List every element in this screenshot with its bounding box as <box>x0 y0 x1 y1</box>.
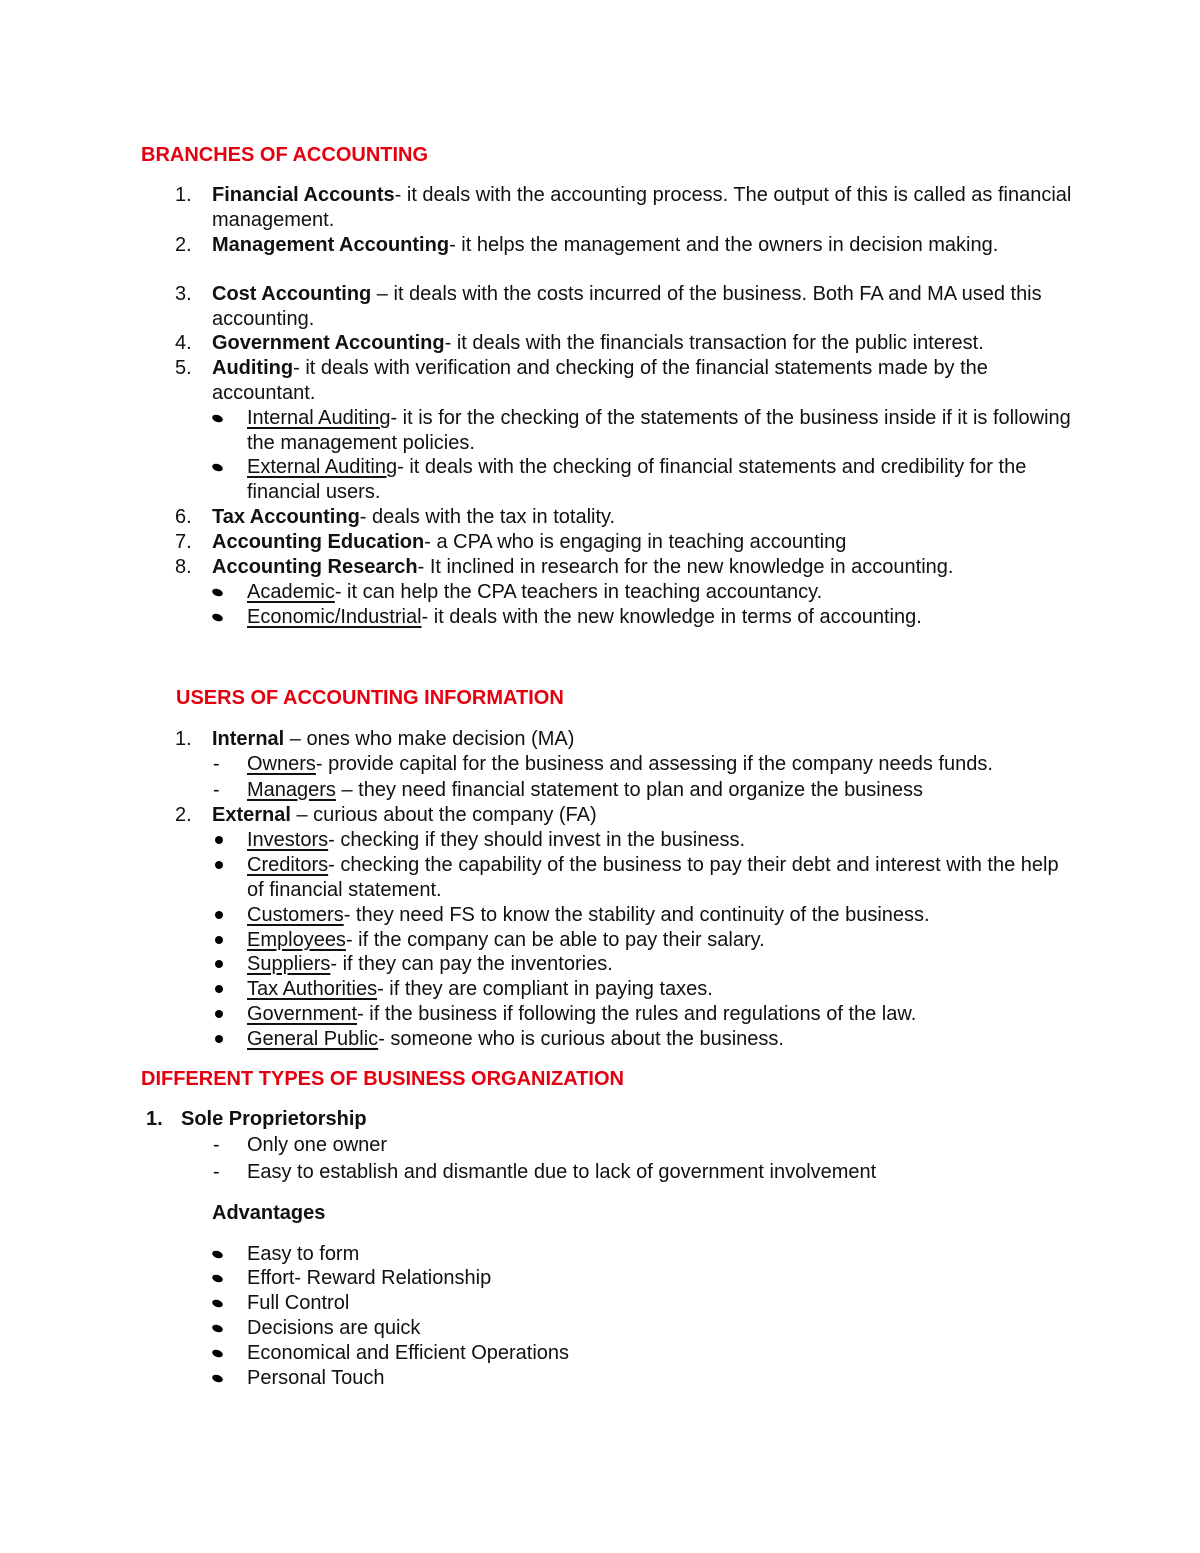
description: - someone who is curious about the business. <box>378 1028 784 1050</box>
list-number: 3. <box>175 283 192 305</box>
separator: - <box>394 184 402 206</box>
list-item <box>175 505 1072 530</box>
list-number: 8. <box>175 556 192 578</box>
description: a CPA who is engaging in teaching accounting <box>430 531 847 553</box>
description: – curious about the company (FA) <box>290 804 597 826</box>
sub-list-item <box>247 1316 1077 1341</box>
sub-list-item <box>213 778 1077 803</box>
description: Decisions are quick <box>247 1317 421 1339</box>
list-item <box>175 183 1072 233</box>
description: - provide capital for the business and assessing if the company needs funds. <box>315 753 993 775</box>
bullet-icon <box>211 1298 224 1308</box>
sub-list-item <box>247 1291 1077 1316</box>
description: Easy to form <box>247 1243 360 1265</box>
term: Accounting Research <box>212 556 418 578</box>
term: Internal Auditing <box>247 407 391 429</box>
sub-list-item <box>213 752 1077 777</box>
term: External Auditing <box>247 456 398 478</box>
description: Effort- Reward Relationship <box>247 1267 492 1289</box>
bullet-icon <box>211 587 224 597</box>
description: it deals with the financials transaction for the public interest. <box>451 332 984 354</box>
description: - it is for the checking of the statements of the business inside if it is following the management policies. <box>247 407 1071 454</box>
list-number: 2. <box>175 804 192 826</box>
description: – ones who make decision (MA) <box>284 728 575 750</box>
description: - if they are compliant in paying taxes. <box>377 978 713 1000</box>
term: Owners <box>247 753 316 775</box>
bullet-icon <box>211 1348 224 1358</box>
list-item <box>175 282 1072 332</box>
term: Government <box>247 1003 358 1025</box>
sub-list-item <box>247 455 1077 505</box>
description: - if the business if following the rules and regulations of the law. <box>357 1003 917 1025</box>
dash-marker: - <box>213 1161 220 1183</box>
description: - it deals with the new knowledge in terms of accounting. <box>421 606 922 628</box>
sub-list-item <box>247 406 1077 456</box>
description: it deals with verification and checking of the financial statements made by the accountant. <box>212 357 988 404</box>
description: - it deals with the checking of financial statements and credibility for the financial users. <box>247 456 1027 503</box>
term: Sole Proprietorship <box>181 1108 367 1130</box>
sub-list-item <box>247 1242 1077 1267</box>
description: deals with the tax in totality. <box>366 506 616 528</box>
term: Suppliers <box>247 953 331 975</box>
bullet-icon <box>215 1010 223 1018</box>
list-item <box>175 331 1072 356</box>
description: Full Control <box>247 1292 350 1314</box>
description: it deals with the costs incurred of the business. Both FA and MA used this accounting. <box>212 283 1042 330</box>
bullet-icon <box>211 413 224 423</box>
list-item <box>175 727 1072 752</box>
sub-list-item <box>247 828 1077 853</box>
bullet-icon <box>211 462 224 472</box>
term: Internal <box>212 728 285 750</box>
sub-list-item <box>247 1341 1077 1366</box>
sub-list-item <box>213 1133 1077 1158</box>
list-number: 4. <box>175 332 192 354</box>
description: Economical and Efficient Operations <box>247 1342 570 1364</box>
section-heading-branches: BRANCHES OF ACCOUNTING <box>141 144 429 166</box>
description: – they need financial statement to plan and organize the business <box>335 779 923 801</box>
separator: - <box>444 332 452 354</box>
description: - checking if they should invest in the business. <box>328 829 746 851</box>
separator: - <box>424 531 431 553</box>
separator: - <box>359 506 367 528</box>
sub-list-item <box>247 952 1077 977</box>
term: Creditors <box>247 854 329 876</box>
sub-list-item <box>247 1366 1077 1391</box>
description: Easy to establish and dismantle due to lack of government involvement <box>247 1161 877 1183</box>
sub-list-item <box>247 1266 1077 1291</box>
term: Customers <box>247 904 344 926</box>
description: - if they can pay the inventories. <box>330 953 613 975</box>
sub-list-item <box>247 928 1077 953</box>
list-item <box>175 233 1072 258</box>
bullet-icon <box>211 1249 224 1259</box>
term: Employees <box>247 929 346 951</box>
list-number: 6. <box>175 506 192 528</box>
section-heading-business: DIFFERENT TYPES OF BUSINESS ORGANIZATION <box>141 1068 624 1090</box>
list-number: 2. <box>175 234 192 256</box>
term: General Public <box>247 1028 379 1050</box>
term: External <box>212 804 291 826</box>
term: Cost Accounting <box>212 283 372 305</box>
list-number: 7. <box>175 531 192 553</box>
separator: - <box>293 357 300 379</box>
bullet-icon <box>211 1323 224 1333</box>
list-item <box>175 356 1072 406</box>
term: Investors <box>247 829 329 851</box>
description: - checking the capability of the business to pay their debt and interest with the help of financial statement. <box>247 854 1059 901</box>
list-item <box>146 1107 1041 1132</box>
list-number: 1. <box>175 728 192 750</box>
bullet-icon <box>215 960 223 968</box>
list-item <box>175 530 1072 555</box>
bullet-icon <box>215 836 223 844</box>
term: Economic/Industrial <box>247 606 422 628</box>
list-item <box>175 555 1072 580</box>
sub-list-item <box>247 1027 1077 1052</box>
sub-list-item <box>247 1002 1077 1027</box>
dash-marker: - <box>213 779 220 801</box>
description: - it can help the CPA teachers in teaching accountancy. <box>334 581 823 603</box>
term: Accounting Education <box>212 531 425 553</box>
bullet-icon <box>215 911 223 919</box>
sub-list-item <box>213 1160 1077 1185</box>
term: Auditing <box>212 357 294 379</box>
bullet-icon <box>215 1035 223 1043</box>
list-item <box>175 803 1072 828</box>
term: Academic <box>247 581 335 603</box>
separator: – <box>371 283 388 305</box>
separator: - <box>417 556 425 578</box>
description: - if the company can be able to pay their salary. <box>345 929 765 951</box>
sub-list-item <box>247 977 1077 1002</box>
sub-list-item <box>247 903 1077 928</box>
bullet-icon <box>215 985 223 993</box>
bullet-icon <box>211 612 224 622</box>
sub-list-item <box>247 580 1077 605</box>
term: Financial Accounts <box>212 184 395 206</box>
term: Management Accounting <box>212 234 450 256</box>
dash-marker: - <box>213 1134 220 1156</box>
description: - they need FS to know the stability and continuity of the business. <box>343 904 930 926</box>
bullet-icon <box>215 861 223 869</box>
list-number: 1. <box>146 1108 163 1130</box>
description: it helps the management and the owners in decision making. <box>455 234 999 256</box>
description: Personal Touch <box>247 1367 385 1389</box>
subheading-advantages: Advantages <box>212 1202 326 1224</box>
description: Only one owner <box>247 1134 388 1156</box>
term: Tax Accounting <box>212 506 360 528</box>
list-number: 5. <box>175 357 192 379</box>
description: it deals with the accounting process. The output of this is called as financial management. <box>212 184 1072 231</box>
term: Tax Authorities <box>247 978 378 1000</box>
term: Government Accounting <box>212 332 445 354</box>
term: Managers <box>247 779 336 801</box>
list-number: 1. <box>175 184 192 206</box>
dash-marker: - <box>213 753 220 775</box>
bullet-icon <box>215 936 223 944</box>
bullet-icon <box>211 1373 224 1383</box>
sub-list-item <box>247 853 1077 903</box>
section-heading-users: USERS OF ACCOUNTING INFORMATION <box>176 687 564 709</box>
separator: - <box>449 234 456 256</box>
bullet-icon <box>211 1273 224 1283</box>
description: It inclined in research for the new knowledge in accounting. <box>424 556 954 578</box>
sub-list-item <box>247 605 1077 630</box>
